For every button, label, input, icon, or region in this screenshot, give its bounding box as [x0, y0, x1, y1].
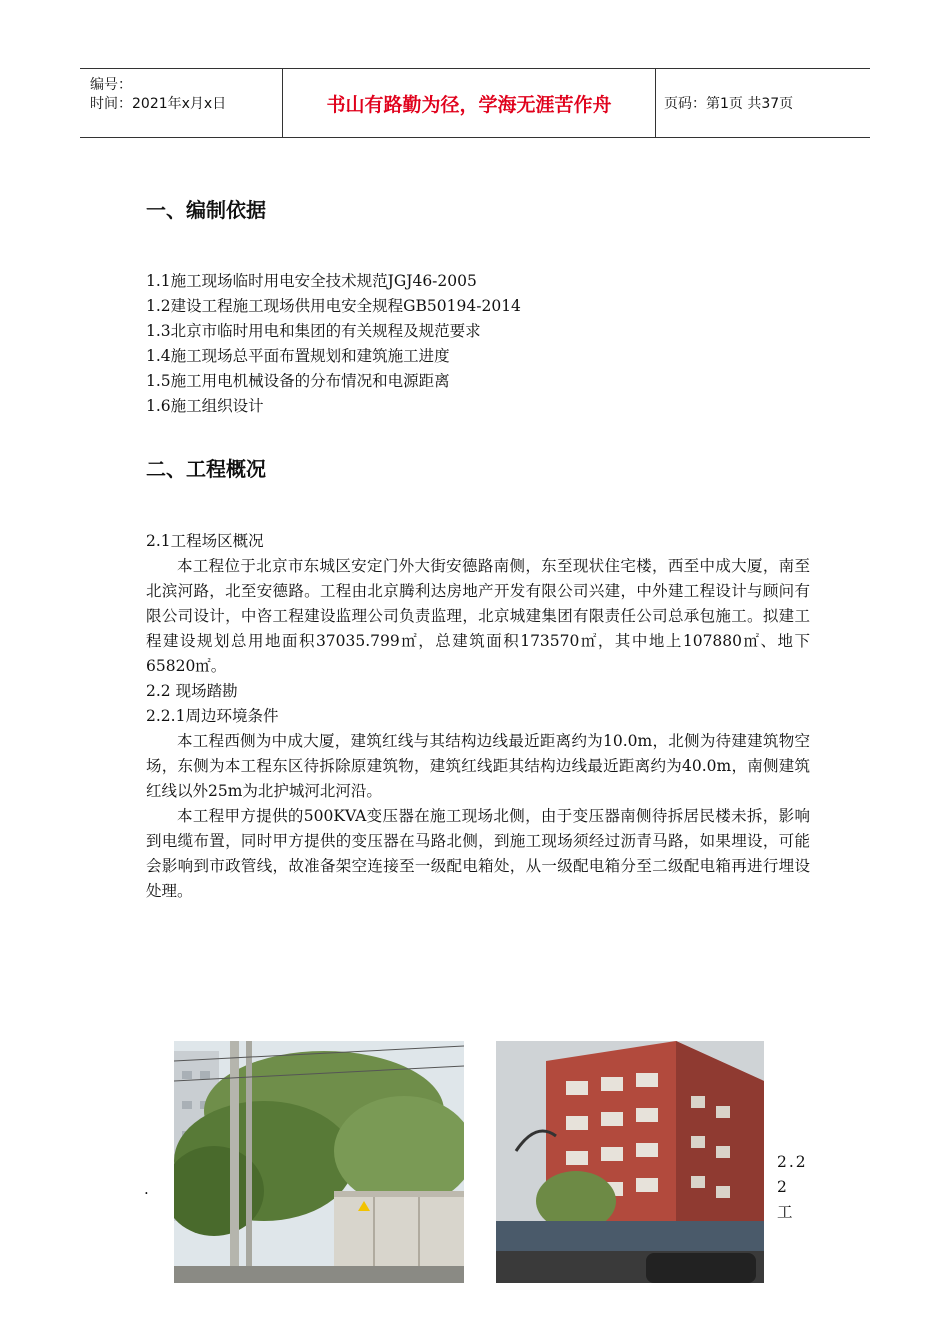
paragraph: 本工程位于北京市东城区安定门外大街安德路南侧，东至现状住宅楼，西至中成大厦，南至北滨河路，北至安德路。工程由北京腾利达房地产开发有限公司兴建，中外建工程设计与顾问有限公司设计，中咨工程建设监理公司负责监理，北京城建集团有限责任公司总承包施工。拟建工程建设规划总用地面积37035.799㎡，总建筑面积173570㎡，其中地上107880㎡、地下65820㎡。: [146, 557, 810, 675]
transformer-photo: [174, 1041, 464, 1283]
document-header: [80, 68, 870, 138]
subsection-title: 2.1工程场区概况: [146, 532, 264, 550]
list-item: 1.3北京市临时用电和集团的有关规程及规范要求: [146, 322, 481, 340]
section-title-overview: 二、工程概况: [146, 457, 266, 481]
paragraph: 本工程西侧为中成大厦，建筑红线与其结构边线最近距离约为10.0m，北侧为待建建筑物空场，东侧为本工程东区待拆除原建筑物，建筑红线距其结构边线最近距离约为40.0m，南侧建筑红线以外25m为北护城河北河沿。: [146, 732, 810, 800]
page-info: 页码：第1页 共37页: [664, 96, 794, 112]
header-motto: 书山有路勤为径，学海无涯苦作舟: [326, 93, 612, 116]
header-divider: [655, 69, 656, 137]
list-item: 1.4施工现场总平面布置规划和建筑施工进度: [146, 347, 450, 365]
list-item: 1.1施工现场临时用电安全技术规范JGJ46-2005: [146, 272, 477, 290]
number-label: 编号：: [90, 77, 132, 93]
list-item: 1.6施工组织设计: [146, 397, 264, 415]
building-photo: [496, 1041, 764, 1283]
dot-mark: .: [144, 1180, 149, 1198]
paragraph: 本工程甲方提供的500KVA变压器在施工现场北侧，由于变压器南侧待拆居民楼未拆，影响到电缆布置，同时甲方提供的变压器在马路北侧，到施工现场须经过沥青马路，如果埋设，可能会影响到市政管线，故准备架空连接至一级配电箱处，从一级配电箱分至二级配电箱再进行埋设处理。: [146, 807, 810, 900]
figure-caption: 2.2 2 工: [777, 1153, 808, 1221]
subsection-title: 2.2.1周边环境条件: [146, 707, 279, 725]
overview-body: [146, 529, 810, 904]
subsection-title: 2.2 现场踏勘: [146, 682, 238, 700]
date-label: 时间：2021年x月x日: [90, 96, 227, 112]
section-title-basis: 一、编制依据: [146, 198, 266, 222]
list-item: 1.2建设工程施工现场供用电安全规程GB50194-2014: [146, 297, 521, 315]
list-item: 1.5施工用电机械设备的分布情况和电源距离: [146, 372, 450, 390]
header-meta: [80, 69, 280, 137]
basis-list: [146, 269, 816, 419]
